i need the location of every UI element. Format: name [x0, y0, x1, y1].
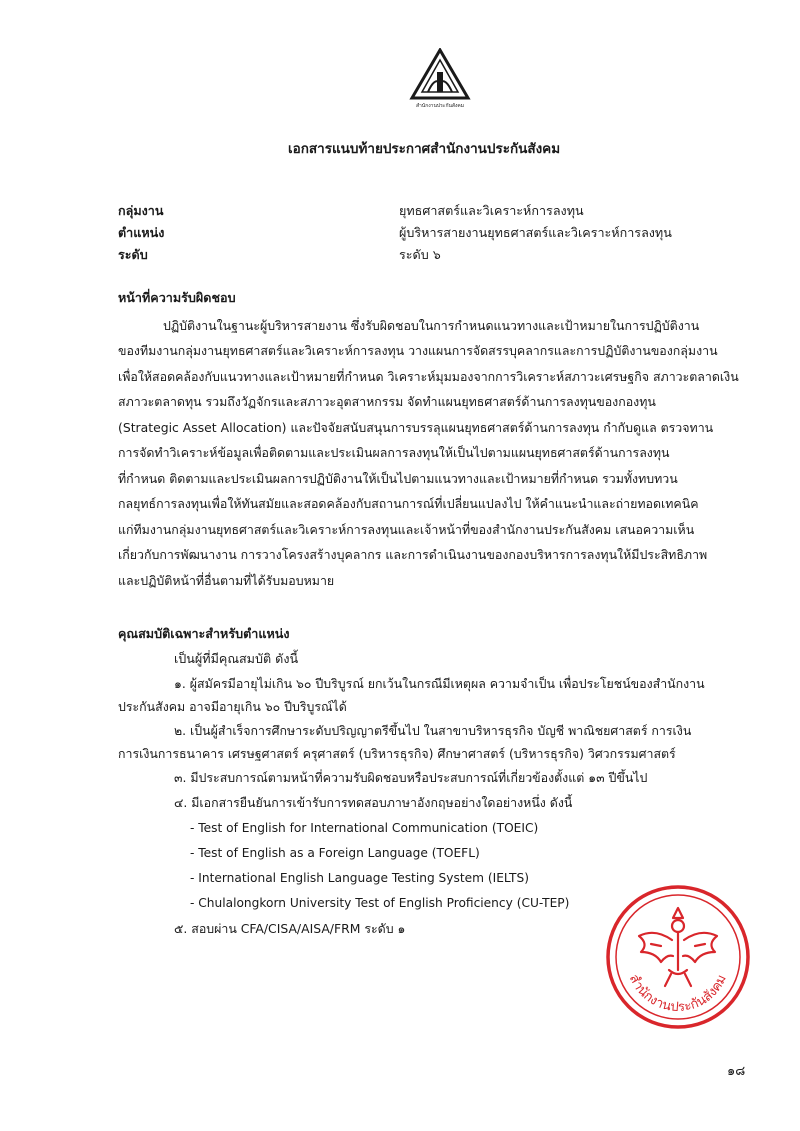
qualification-item-1-cont: ประกันสังคม อาจมีอายุเกิน ๖๐ ปีบริบูรณ์ได้: [118, 699, 347, 714]
english-test-item: - Chulalongkorn University Test of English Proficiency (CU-TEP): [190, 896, 570, 910]
office-seal-stamp: [603, 882, 753, 1032]
duties-line: เกี่ยวกับการพัฒนางาน การวางโครงสร้างบุคลากร และการดำเนินงานของกองบริหารการลงทุนให้มีประสิทธิภาพ: [118, 547, 708, 562]
info-label-position: ตำแหน่ง: [118, 225, 165, 240]
info-value-level: ระดับ ๖: [399, 247, 441, 262]
duties-line: ปฏิบัติงานในฐานะผู้บริหารสายงาน ซึ่งรับผิดชอบในการกำหนดแนวทางและเป้าหมายในการปฏิบัติงาน: [163, 318, 700, 333]
svg-text:สำนักงานประกันสังคม: [626, 972, 730, 1015]
qualification-item-4: ๔. มีเอกสารยืนยันการเข้ารับการทดสอบภาษาอังกฤษอย่างใดอย่างหนึ่ง ดังนี้: [174, 795, 573, 810]
info-value-position: ผู้บริหารสายงานยุทธศาสตร์และวิเคราะห์การลงทุน: [399, 225, 672, 240]
qualification-item-2: ๒. เป็นผู้สำเร็จการศึกษาระดับปริญญาตรีขึ้นไป ในสาขาบริหารธุรกิจ บัญชี พาณิชยศาสตร์ การเงิน: [174, 723, 692, 738]
qualification-item-2-cont: การเงินการธนาคาร เศรษฐศาสตร์ ครุศาสตร์ (บริหารธุรกิจ) ศึกษาศาสตร์ (บริหารธุรกิจ) วิศวกรรมศาสตร์: [118, 746, 676, 761]
logo-caption: สำนักงานประกันสังคม: [415, 103, 465, 109]
duties-line: สภาวะตลาดทุน รวมถึงวัฏจักรและสภาวะอุตสาหกรรม จัดทำแผนยุทธศาสตร์ด้านการลงทุนของกองทุน: [118, 394, 656, 409]
duties-line: กลยุทธ์การลงทุนเพื่อให้ทันสมัยและสอดคล้องกับสถานการณ์ที่เปลี่ยนแปลงไป ให้คำแนะนำและถ่ายทอดเทคนิค: [118, 496, 699, 511]
info-value-group: ยุทธศาสตร์และวิเคราะห์การลงทุน: [399, 203, 584, 218]
duties-heading: หน้าที่ความรับผิดชอบ: [118, 290, 236, 305]
duties-line: เพื่อให้สอดคล้องกับแนวทางและเป้าหมายที่กำหนด วิเคราะห์มุมมองจากการวิเคราะห์สภาวะเศรษฐกิจ สภาวะตลาดเงิน: [118, 369, 739, 384]
page-number: ๑๘: [727, 1064, 746, 1079]
duties-line: ที่กำหนด ติดตามและประเมินผลการปฏิบัติงานให้เป็นไปตามแนวทางและเป้าหมายที่กำหนด รวมทั้งทบทวน: [118, 471, 678, 486]
qualifications-heading: คุณสมบัติเฉพาะสำหรับตำแหน่ง: [118, 626, 290, 641]
duties-line: (Strategic Asset Allocation) และปัจจัยสนับสนุนการบรรลุแผนยุทธศาสตร์ด้านการลงทุน กำกับดูแล ตรวจทาน: [118, 420, 714, 435]
english-test-item: - Test of English as a Foreign Language (TOEFL): [190, 846, 480, 860]
document-title: เอกสารแนบท้ายประกาศสำนักงานประกันสังคม: [288, 141, 561, 157]
info-label-group: กลุ่มงาน: [118, 203, 164, 218]
sso-logo: [408, 48, 472, 110]
duties-line: การจัดทำวิเคราะห์ข้อมูลเพื่อติดตามและประเมินผลการลงทุนให้เป็นไปตามแผนยุทธศาสตร์ด้านการลงทุน: [118, 445, 670, 460]
qualifications-intro: เป็นผู้ที่มีคุณสมบัติ ดังนี้: [174, 651, 299, 666]
duties-line: และปฏิบัติหน้าที่อื่นตามที่ได้รับมอบหมาย: [118, 573, 335, 588]
english-test-item: - International English Language Testing System (IELTS): [190, 871, 529, 885]
duties-line: แก่ทีมงานกลุ่มงานยุทธศาสตร์และวิเคราะห์การลงทุนและเจ้าหน้าที่ของสำนักงานประกันสังคม เสนอความเห็น: [118, 522, 695, 537]
english-test-item: - Test of English for International Communication (TOEIC): [190, 821, 539, 835]
qualification-item-1: ๑. ผู้สมัครมีอายุไม่เกิน ๖๐ ปีบริบูรณ์ ยกเว้นในกรณีมีเหตุผล ความจำเป็น เพื่อประโยชน์ของสำนักงาน: [174, 676, 705, 691]
qualification-item-3: ๓. มีประสบการณ์ตามหน้าที่ความรับผิดชอบหรือประสบการณ์ที่เกี่ยวข้องตั้งแต่ ๑๓ ปีขึ้นไป: [174, 770, 648, 785]
duties-line: ของทีมงานกลุ่มงานยุทธศาสตร์และวิเคราะห์การลงทุน วางแผนการจัดสรรบุคลากรและการปฏิบัติงานของกลุ่มงาน: [118, 343, 718, 358]
qualification-item-5: ๕. สอบผ่าน CFA/CISA/AISA/FRM ระดับ ๑: [174, 921, 406, 936]
info-label-level: ระดับ: [118, 247, 148, 262]
seal-text: สำนักงานประกันสังคม: [625, 972, 730, 1016]
